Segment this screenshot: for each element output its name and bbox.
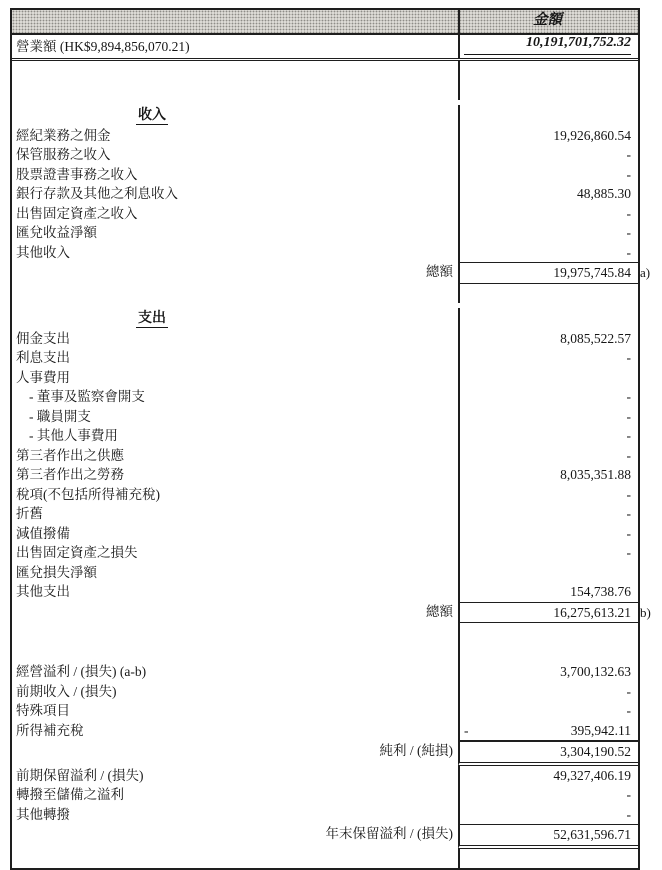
- row-label: [12, 849, 458, 869]
- row-value-cell: [458, 582, 638, 602]
- table-row: [12, 741, 638, 766]
- table-row: [12, 165, 638, 185]
- row-value-cell: [458, 602, 638, 624]
- row-label: [12, 643, 458, 663]
- row-value: -: [626, 506, 631, 521]
- row-value-cell: [458, 105, 638, 126]
- row-value: -: [626, 683, 631, 699]
- row-value: -: [626, 486, 631, 502]
- row-label: 所得補充稅: [16, 722, 84, 738]
- table-row: [12, 368, 638, 388]
- row-value: -: [626, 447, 631, 463]
- financial-statement-table: [10, 8, 651, 870]
- row-value: -: [626, 166, 631, 182]
- row-value: 19,975,745.84: [553, 265, 631, 280]
- table-row: [12, 623, 638, 643]
- row-value-cell: [458, 223, 638, 243]
- row-label: 第三者作出之供應: [16, 447, 124, 463]
- row-value-cell: [458, 849, 638, 869]
- row-value: -: [626, 350, 631, 365]
- row-value-cell: [458, 81, 638, 101]
- table-row: [12, 308, 638, 329]
- row-value-cell: [458, 662, 638, 682]
- table-row: [12, 184, 638, 204]
- table-row: [12, 426, 638, 446]
- row-value-cell: [458, 504, 638, 524]
- row-value-cell: [458, 368, 638, 388]
- row-label: 其他收入: [16, 244, 70, 260]
- row-label: [12, 284, 458, 304]
- table-row: [12, 662, 638, 682]
- table-row: [12, 485, 638, 505]
- table-row: [12, 805, 638, 825]
- table-row: [12, 543, 638, 563]
- row-value-cell: [458, 766, 638, 786]
- row-value: 8,085,522.57: [560, 330, 631, 346]
- table-row: [12, 126, 638, 146]
- row-value: -: [626, 787, 631, 802]
- table-row: [12, 701, 638, 721]
- table-row: [12, 766, 638, 786]
- table-row: [12, 243, 638, 263]
- row-value-cell: [458, 643, 638, 663]
- row-value-cell: [458, 485, 638, 505]
- table-row: [12, 682, 638, 702]
- row-value: -: [626, 525, 631, 541]
- table-row: [12, 721, 638, 742]
- row-label: 經營溢利 / (損失) (a-b): [16, 664, 147, 679]
- row-label: 轉撥至儲備之溢利: [16, 787, 124, 802]
- row-label: - 董事及監察會開支: [29, 389, 145, 404]
- row-value-cell: [458, 61, 638, 81]
- row-value-cell: [458, 426, 638, 446]
- row-note: b): [640, 604, 651, 620]
- row-label: 前期保留溢利 / (損失): [16, 767, 144, 783]
- table-row: [12, 35, 638, 61]
- table-row: [12, 602, 651, 624]
- row-value: 3,700,132.63: [560, 664, 631, 679]
- table-row: [12, 145, 638, 165]
- row-label: 銀行存款及其他之利息收入: [16, 186, 178, 201]
- table-row: [12, 582, 638, 602]
- row-value-cell: [458, 348, 638, 368]
- row-value-cell: [458, 165, 638, 185]
- row-value: 52,631,596.71: [553, 827, 631, 842]
- row-label: 特殊項目: [16, 703, 70, 718]
- amount-column-header: 金額: [527, 9, 568, 34]
- table-row: [12, 81, 638, 101]
- table-row: [12, 105, 638, 126]
- row-value-cell: [458, 262, 638, 284]
- row-label: - 其他人事費用: [29, 428, 118, 443]
- row-label: 年末保留溢利 / (損失): [325, 826, 453, 841]
- row-label: 營業額 (HK$9,894,856,070.21): [16, 39, 190, 54]
- row-value: -: [626, 703, 631, 718]
- row-value-cell: [458, 701, 638, 721]
- row-label: 利息支出: [16, 350, 70, 365]
- row-label: 出售固定資產之損失: [16, 545, 138, 560]
- row-label: 減值撥備: [16, 525, 70, 541]
- row-value-cell: [458, 623, 638, 643]
- row-value: -: [626, 545, 631, 560]
- table-row: [12, 643, 638, 663]
- row-label: 總額: [426, 603, 453, 619]
- row-value-cell: [458, 329, 638, 349]
- row-note: a): [640, 265, 651, 280]
- row-label: 保管服務之收入: [16, 147, 111, 162]
- row-value: 19,926,860.54: [553, 127, 631, 143]
- row-value-cell: [458, 243, 638, 263]
- row-label: 收入: [138, 108, 166, 123]
- row-value: 16,275,613.21: [553, 604, 631, 620]
- row-label: [12, 81, 458, 101]
- table-row: [12, 504, 638, 524]
- row-value: -: [626, 244, 631, 260]
- row-value-cell: [458, 524, 638, 544]
- table-row: [12, 204, 638, 224]
- row-value-cell: [458, 407, 638, 427]
- table-row: [12, 849, 638, 869]
- table-row: [12, 61, 638, 81]
- row-value-cell: [458, 824, 638, 849]
- row-label: [12, 61, 458, 81]
- row-value-cell: [458, 721, 638, 742]
- amount-column-header-cell: [458, 10, 638, 33]
- row-value: -: [626, 147, 631, 162]
- row-label: 其他支出: [16, 584, 70, 599]
- row-label: [12, 623, 458, 643]
- table-row: [12, 223, 638, 243]
- row-value-cell: [458, 387, 638, 407]
- table-row: [12, 284, 638, 304]
- row-value-cell: [458, 543, 638, 563]
- row-label: 人事費用: [16, 369, 70, 385]
- row-value: 154,738.76: [570, 584, 631, 599]
- table-row: [12, 329, 638, 349]
- row-value: -: [626, 428, 631, 443]
- row-label: 折舊: [16, 506, 43, 521]
- row-value-cell: [458, 563, 638, 583]
- table-row: [12, 387, 638, 407]
- row-label: 總額: [426, 264, 453, 279]
- row-value: 395,942.11: [570, 722, 631, 738]
- row-value-cell: [458, 35, 638, 58]
- row-value-cell: [458, 145, 638, 165]
- row-label: 支出: [138, 311, 166, 326]
- row-label: 第三者作出之勞務: [16, 467, 124, 482]
- row-value: -: [626, 225, 631, 240]
- row-label: 經紀業務之佣金: [16, 127, 111, 143]
- row-value-cell: [458, 204, 638, 224]
- row-value: 10,191,701,752.32: [526, 35, 631, 50]
- row-label: 佣金支出: [16, 330, 70, 346]
- row-value-cell: [458, 308, 638, 329]
- row-label: 稅項(不包括所得補充稅): [16, 486, 160, 502]
- row-value: -: [626, 389, 631, 404]
- table-row: [12, 563, 638, 583]
- row-label: 前期收入 / (損失): [16, 683, 117, 699]
- row-value-cell: [458, 805, 638, 825]
- row-label: - 職員開支: [29, 408, 91, 424]
- row-label: 匯兌損失淨額: [16, 564, 97, 580]
- table-row: [12, 348, 638, 368]
- table-row: [12, 407, 638, 427]
- row-value: -: [626, 205, 631, 221]
- row-value-cell: [458, 682, 638, 702]
- row-value-cell: [458, 126, 638, 146]
- row-value-cell: [458, 446, 638, 466]
- row-value-cell: [458, 785, 638, 805]
- row-label: 股票證書事務之收入: [16, 166, 138, 182]
- row-value-cell: [458, 465, 638, 485]
- row-label: 純利 / (純損): [379, 743, 453, 758]
- row-label: 出售固定資產之收入: [16, 205, 138, 221]
- row-value: 8,035,351.88: [560, 467, 631, 482]
- table-row: [12, 524, 638, 544]
- row-label: 其他轉撥: [16, 806, 70, 822]
- row-value: -: [626, 806, 631, 822]
- table-row: [12, 465, 638, 485]
- header-empty-cell: [12, 10, 458, 33]
- table-row: [12, 262, 651, 284]
- row-label: 匯兌收益淨額: [16, 225, 97, 240]
- row-value-cell: [458, 741, 638, 766]
- row-value: -: [626, 408, 631, 424]
- value-prefix: -: [464, 722, 469, 738]
- row-value-cell: [458, 184, 638, 204]
- table-row: [12, 446, 638, 466]
- row-value: 3,304,190.52: [560, 744, 631, 759]
- row-value-cell: [458, 284, 638, 304]
- table-row: [12, 785, 638, 805]
- table-row: [12, 824, 638, 849]
- row-value: 48,885.30: [577, 186, 631, 201]
- row-value: 49,327,406.19: [553, 767, 631, 783]
